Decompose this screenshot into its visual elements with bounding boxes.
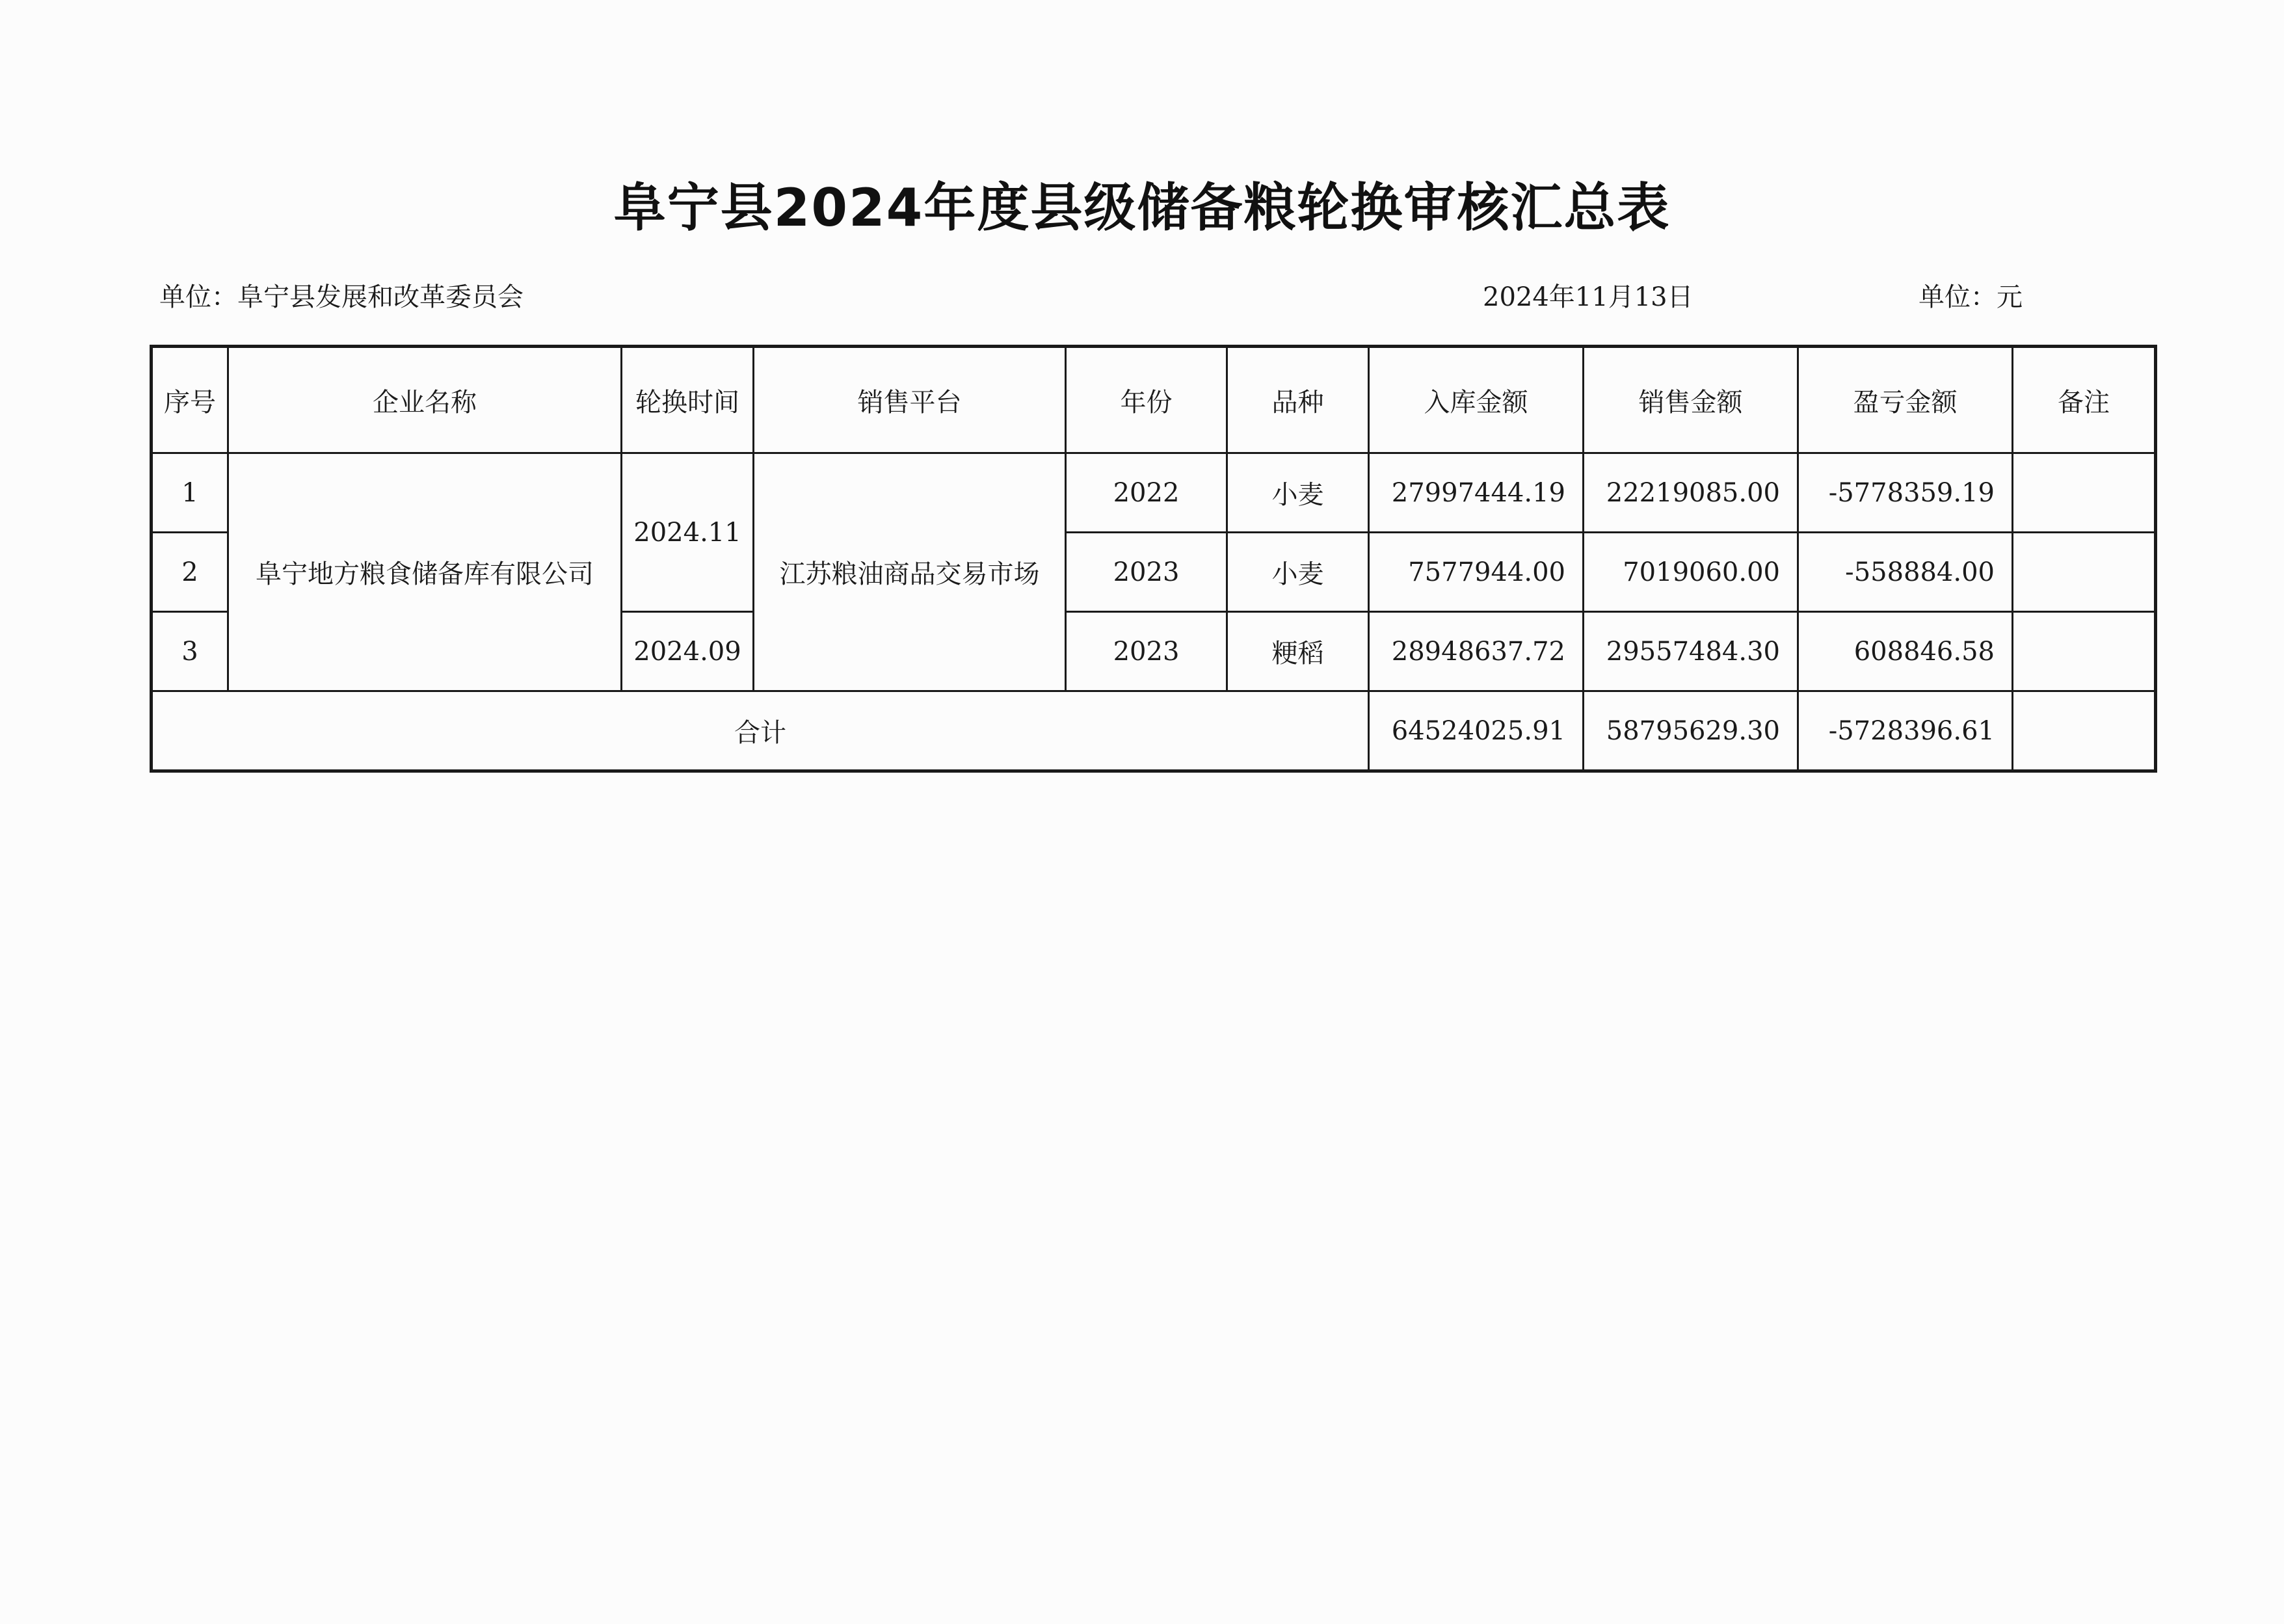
in-amount-cell: 7577944.00 [1369,533,1584,612]
profit-loss-cell: -558884.00 [1798,533,2013,612]
variety-cell: 小麦 [1227,533,1369,612]
profit-loss-cell: 608846.58 [1798,612,2013,691]
header-cell: 销售平台 [754,347,1066,453]
total-row [152,691,2156,771]
remark-cell [2013,533,2156,612]
header-cell: 品种 [1227,347,1369,453]
remark-cell [2013,453,2156,533]
currency-unit: 单位：元 [1919,282,2023,312]
sale-amount-cell: 22219085.00 [1584,453,1798,533]
row-number: 1 [152,453,228,533]
header-cell: 轮换时间 [622,347,754,453]
row-number: 3 [152,612,228,691]
document-title: 阜宁县2024年度县级储备粮轮换审核汇总表 [613,178,1671,238]
table-header-row [152,347,2156,453]
header-cell: 销售金额 [1584,347,1798,453]
header-cell: 企业名称 [228,347,622,453]
sales-platform: 江苏粮油商品交易市场 [754,453,1066,691]
year-cell: 2023 [1066,612,1227,691]
header-cell: 序号 [152,347,228,453]
header-cell: 入库金额 [1369,347,1584,453]
row-number: 2 [152,533,228,612]
rotation-time: 2024.09 [622,612,754,691]
year-cell: 2022 [1066,453,1227,533]
remark-cell [2013,612,2156,691]
header-cell: 年份 [1066,347,1227,453]
rotation-summary-table [150,345,2157,773]
total-sale-amount: 58795629.30 [1584,691,1798,771]
sale-amount-cell: 7019060.00 [1584,533,1798,612]
variety-cell: 小麦 [1227,453,1369,533]
header-cell: 备注 [2013,347,2156,453]
table-row [152,453,2156,533]
header-cell: 盈亏金额 [1798,347,2013,453]
document-date: 2024年11月13日 [1483,282,1693,312]
company-name: 阜宁地方粮食储备库有限公司 [228,453,622,691]
year-cell: 2023 [1066,533,1227,612]
total-profit-loss: -5728396.61 [1798,691,2013,771]
rotation-time: 2024.11 [622,453,754,612]
sale-amount-cell: 29557484.30 [1584,612,1798,691]
in-amount-cell: 28948637.72 [1369,612,1584,691]
profit-loss-cell: -5778359.19 [1798,453,2013,533]
variety-cell: 粳稻 [1227,612,1369,691]
total-label: 合计 [152,691,1369,771]
total-in-amount: 64524025.91 [1369,691,1584,771]
total-remark [2013,691,2156,771]
in-amount-cell: 27997444.19 [1369,453,1584,533]
issuing-unit: 单位：阜宁县发展和改革委员会 [159,282,524,312]
